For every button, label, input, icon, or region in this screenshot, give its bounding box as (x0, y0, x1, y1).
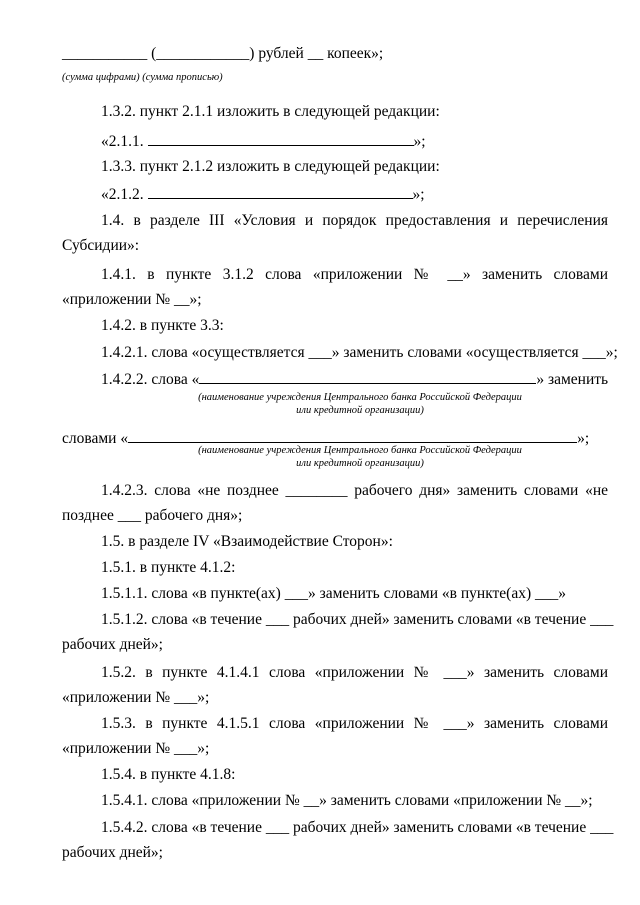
para-1-4-2-2 (101, 369, 608, 390)
para-1-5-1-2-line1: 1.5.1.2. слова «в течение ___ рабочих дней» заменить словами «в течение ___ (101, 611, 614, 628)
para-1-4-2-2-prefix: 1.4.2.2. слова « (101, 371, 200, 388)
para-1-4-2-3-line2: позднее ___ рабочего дня»; (62, 507, 243, 524)
quote-2-1-1-prefix: «2.1.1. (101, 133, 148, 150)
amount-digits-blank: ___________ (62, 45, 148, 62)
para-1-4-2-2-blank (199, 369, 536, 384)
para-1-4-2-1: 1.4.2.1. слова «осуществляется ___» заменить словами «осуществляется ___»; (101, 344, 618, 361)
para-1-5-4-1: 1.5.4.1. слова «приложении № __» заменить словами «приложении № __»; (101, 792, 593, 809)
quote-2-1-1-suffix: »; (413, 133, 426, 150)
para-1-3-3: 1.3.3. пункт 2.1.2 изложить в следующей редакции: (101, 158, 440, 175)
para-1-4-1-line2: «приложении № __»; (62, 291, 202, 308)
para-1-4-line2: Субсидии»: (62, 237, 140, 254)
amount-caption: (сумма цифрами) (сумма прописью) (62, 72, 223, 83)
para-1-5-1: 1.5.1. в пункте 4.1.2: (101, 559, 236, 576)
para-1-5-3-line1: 1.5.3. в пункте 4.1.5.1 слова «приложении № ___» заменить словами (101, 715, 608, 732)
para-1-4-line1: 1.4. в разделе III «Условия и порядок предоставления и перечисления (101, 212, 608, 229)
slovami-suffix: »; (577, 430, 590, 447)
quote-2-1-2-prefix: «2.1.2. (101, 186, 148, 203)
para-1-3-2: 1.3.2. пункт 2.1.1 изложить в следующей редакции: (101, 103, 440, 120)
para-1-5-4-2-line1: 1.5.4.2. слова «в течение ___ рабочих дней» заменить словами «в течение ___ (101, 819, 614, 836)
para-1-5-1-2-line2: рабочих дней»; (62, 636, 163, 653)
para-1-5: 1.5. в разделе IV «Взаимодействие Сторон»: (101, 533, 393, 550)
para-1-5-2-line2: «приложении № ___»; (62, 689, 210, 706)
amount-line (62, 44, 383, 64)
caption-bank-1b: или кредитной организации) (296, 405, 424, 416)
quote-2-1-2-blank (148, 184, 413, 199)
quote-2-1-1-blank (148, 131, 414, 146)
quote-2-1-1 (101, 131, 426, 152)
para-1-4-2: 1.4.2. в пункте 3.3: (101, 317, 224, 334)
caption-bank-2b: или кредитной организации) (296, 458, 424, 469)
amount-words-blank: ____________ (156, 45, 250, 62)
amount-open-paren: ( (151, 45, 157, 62)
para-1-5-4-2-line2: рабочих дней»; (62, 844, 163, 861)
quote-2-1-2-suffix: »; (412, 186, 425, 203)
para-1-5-1-1: 1.5.1.1. слова «в пункте(ах) ___» заменить словами «в пункте(ах) ___» (101, 585, 566, 602)
para-1-5-2-line1: 1.5.2. в пункте 4.1.4.1 слова «приложении № ___» заменить словами (101, 664, 608, 681)
caption-bank-2a: (наименование учреждения Центрального банка Российской Федерации (198, 445, 522, 456)
para-1-5-4: 1.5.4. в пункте 4.1.8: (101, 766, 236, 783)
slovami-prefix: словами « (62, 430, 129, 447)
para-1-4-2-3-line1: 1.4.2.3. слова «не позднее ________ рабочего дня» заменить словами «не (101, 482, 608, 499)
caption-bank-1a: (наименование учреждения Центрального банка Российской Федерации (198, 392, 522, 403)
slovami-blank (128, 428, 577, 443)
quote-2-1-2 (101, 184, 425, 205)
para-1-5-3-line2: «приложении № ___»; (62, 740, 210, 757)
para-1-4-2-2-suffix: » заменить (536, 371, 609, 388)
amount-tail: ) рублей __ копеек»; (249, 45, 384, 62)
para-1-4-1-line1: 1.4.1. в пункте 3.1.2 слова «приложении № __» заменить словами (101, 266, 608, 283)
